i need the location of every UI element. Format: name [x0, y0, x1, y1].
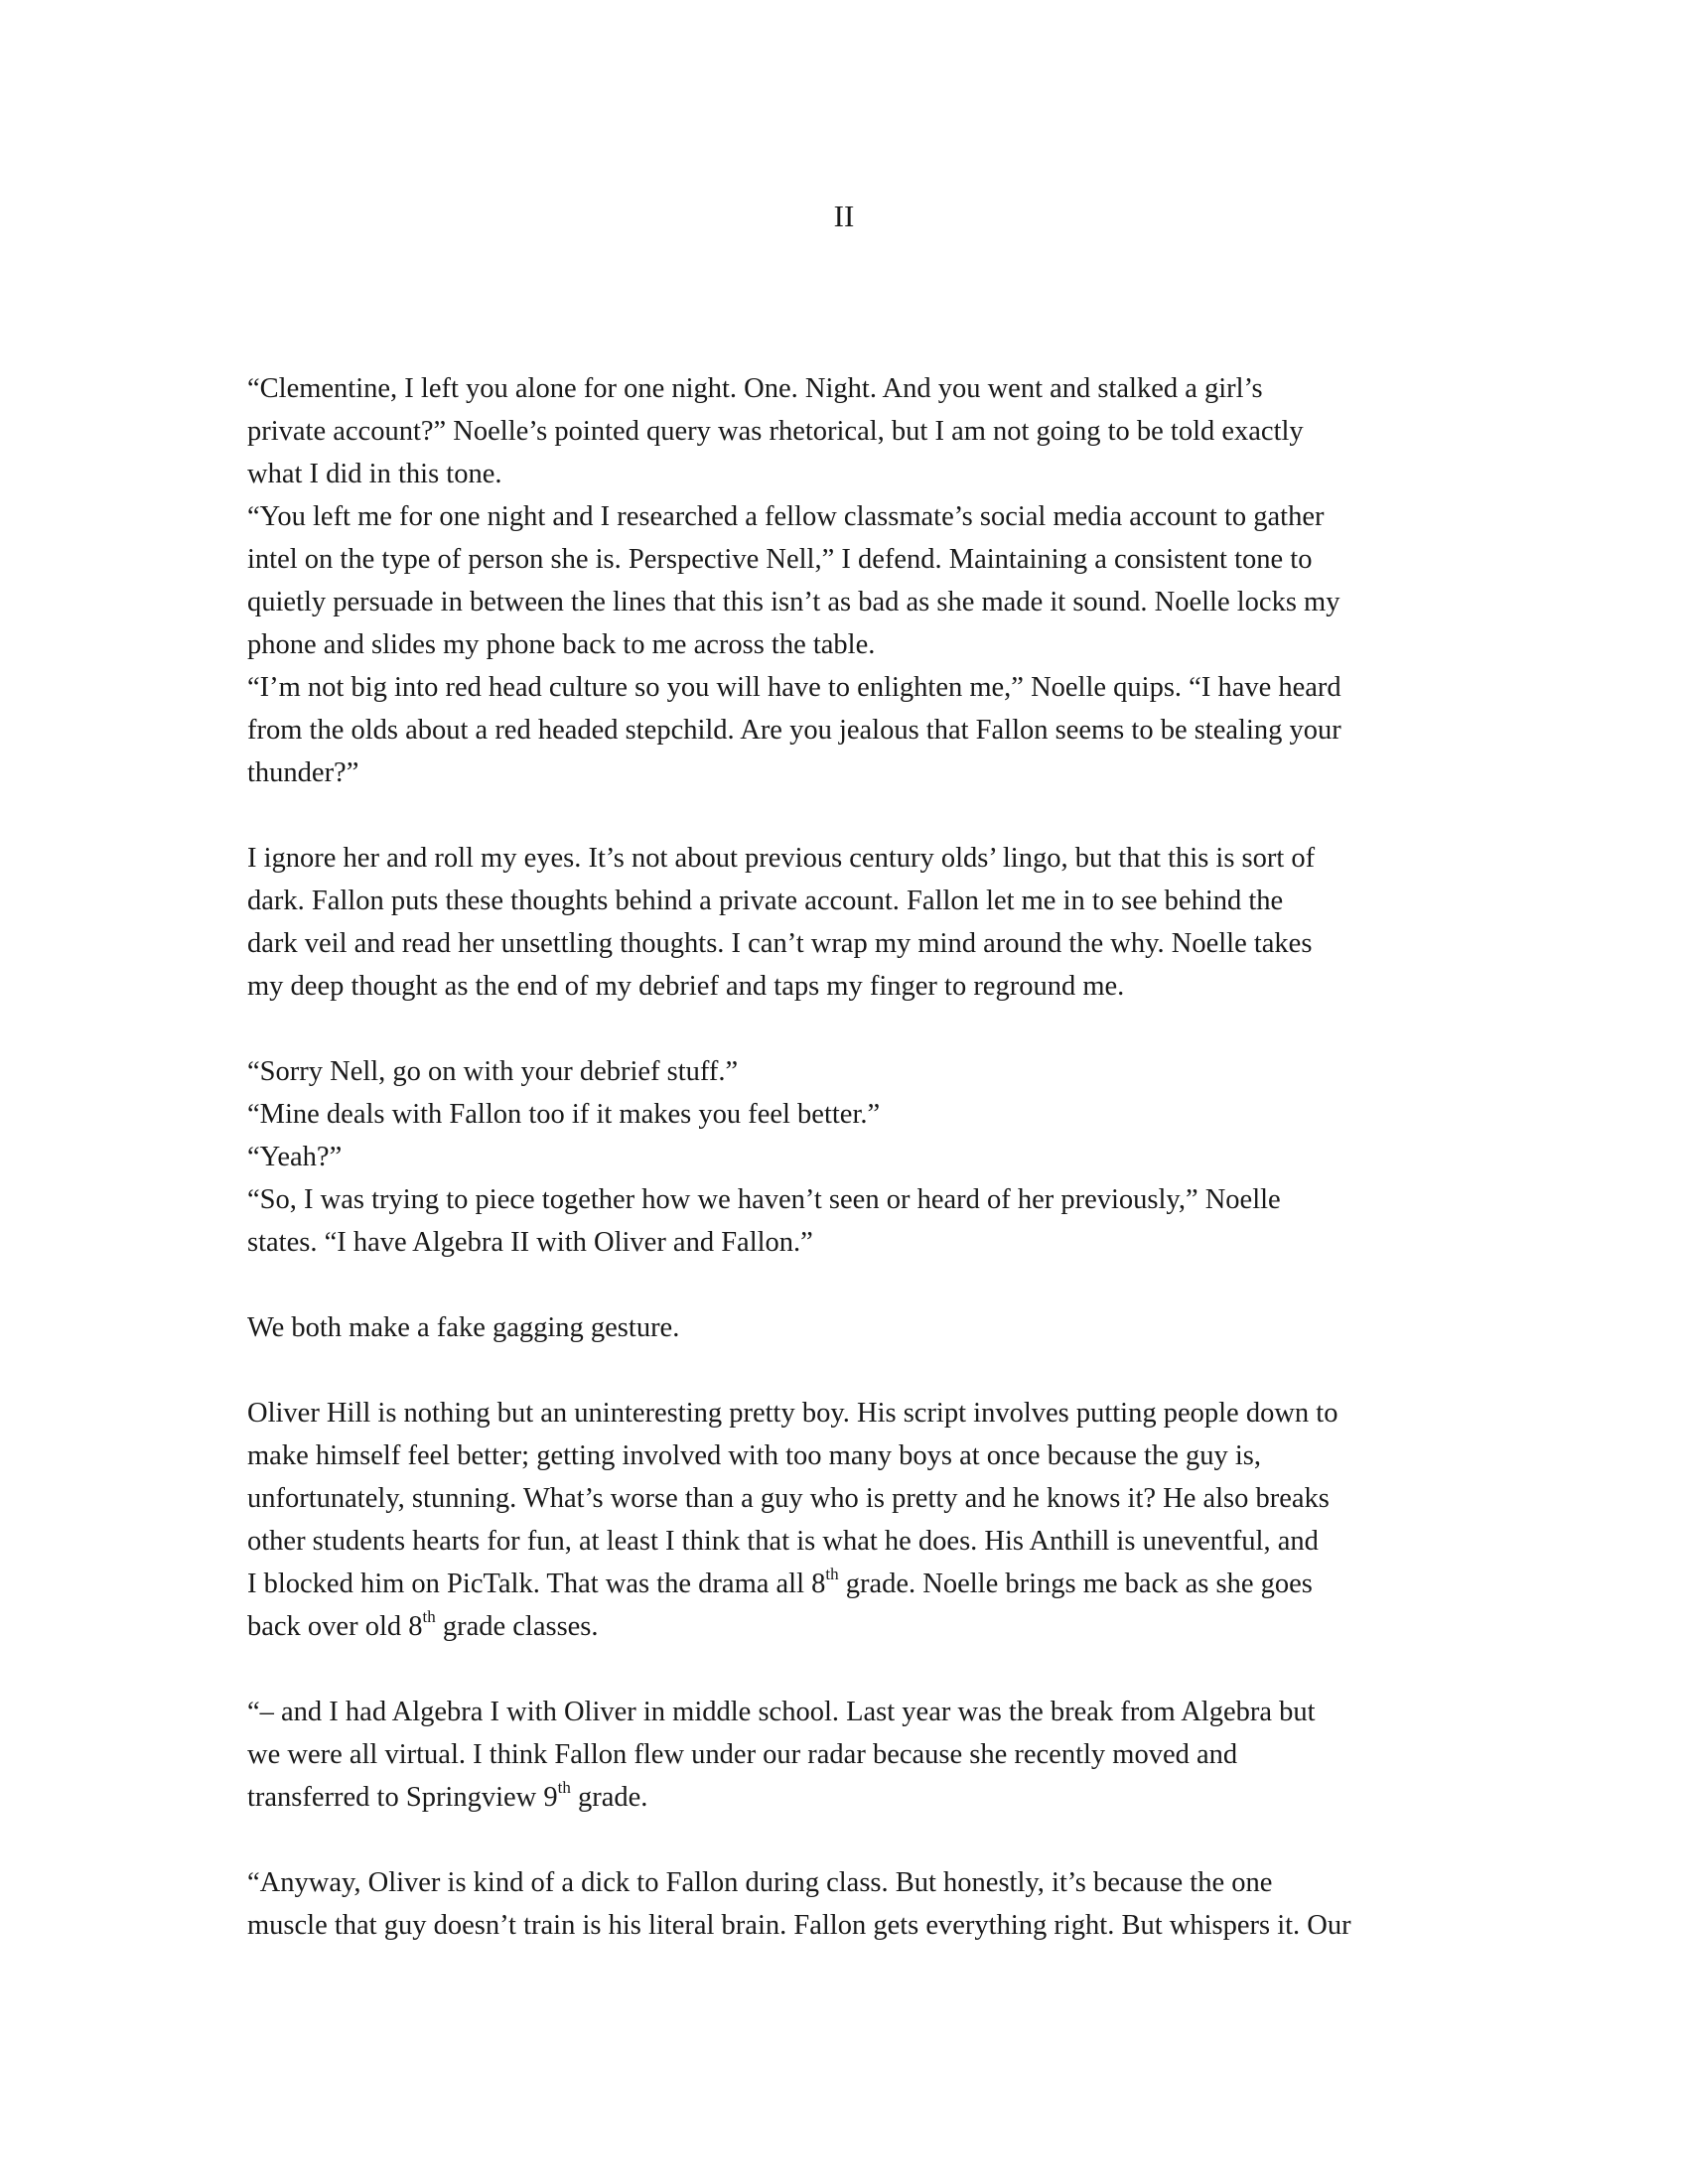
ordinal-superscript: th [557, 1778, 571, 1797]
paragraph-gap [247, 794, 1488, 837]
text-line: “Yeah?” [247, 1142, 343, 1172]
text-fragment: back over old 8 [247, 1611, 423, 1642]
text-line-with-superscript [247, 1776, 1488, 1819]
text-line: my deep thought as the end of my debrief and taps my finger to reground me. [247, 971, 1125, 1002]
text-line: intel on the type of person she is. Perspective Nell,” I defend. Maintaining a consistent tone to [247, 544, 1313, 575]
text-line: “Mine deals with Fallon too if it makes you feel better.” [247, 1099, 881, 1130]
text-line: we were all virtual. I think Fallon flew under our radar because she recently moved and [247, 1739, 1238, 1770]
text-fragment: grade. [570, 1782, 648, 1813]
text-fragment: I blocked him on PicTalk. That was the drama all 8 [247, 1569, 826, 1599]
text-line: I ignore her and roll my eyes. It’s not about previous century olds’ lingo, but that this is sort of [247, 843, 1316, 874]
text-fragment: transferred to Springview 9 [247, 1782, 558, 1813]
text-line: We both make a fake gagging gesture. [247, 1312, 680, 1343]
text-line: make himself feel better; getting involved with too many boys at once because the guy is, [247, 1440, 1261, 1471]
ordinal-superscript: th [825, 1565, 839, 1583]
paragraph-gap [247, 1648, 1488, 1691]
text-line: unfortunately, stunning. What’s worse than a guy who is pretty and he knows it? He also breaks [247, 1483, 1330, 1514]
paragraph-gap [247, 1264, 1488, 1306]
text-fragment: grade. Noelle brings me back as she goes [838, 1569, 1313, 1599]
text-line: Oliver Hill is nothing but an uninteresting pretty boy. His script involves putting people down to [247, 1398, 1338, 1429]
text-line-with-superscript [247, 1563, 1488, 1605]
text-line: “You left me for one night and I researched a fellow classmate’s social media account to gather [247, 501, 1325, 532]
text-line: “So, I was trying to piece together how we haven’t seen or heard of her previously,” Noelle [247, 1184, 1281, 1215]
text-line: muscle that guy doesn’t train is his literal brain. Fallon gets everything right. But whispers it. Our [247, 1910, 1351, 1941]
text-line: phone and slides my phone back to me across the table. [247, 629, 876, 660]
paragraph-gap [247, 1008, 1488, 1050]
text-line: dark. Fallon puts these thoughts behind a private account. Fallon let me in to see behind the [247, 886, 1284, 916]
body-text [247, 367, 1488, 1947]
text-line: states. “I have Algebra II with Oliver and Fallon.” [247, 1227, 813, 1258]
ordinal-superscript: th [422, 1607, 436, 1626]
chapter-title: II [833, 199, 855, 233]
text-line: “Clementine, I left you alone for one night. One. Night. And you went and stalked a girl’s [247, 373, 1263, 404]
paragraph-gap [247, 1819, 1488, 1861]
text-line: quietly persuade in between the lines that this isn’t as bad as she made it sound. Noelle locks my [247, 587, 1340, 617]
text-line: dark veil and read her unsettling thoughts. I can’t wrap my mind around the why. Noelle takes [247, 928, 1313, 959]
text-line: other students hearts for fun, at least I think that is what he does. His Anthill is uneventful, and [247, 1526, 1319, 1557]
text-line-with-superscript [247, 1605, 1488, 1648]
text-fragment: grade classes. [435, 1611, 599, 1642]
text-line: thunder?” [247, 757, 359, 788]
text-line: “I’m not big into red head culture so you will have to enlighten me,” Noelle quips. “I have heard [247, 672, 1341, 703]
text-line: “– and I had Algebra I with Oliver in middle school. Last year was the break from Algebra but [247, 1697, 1316, 1727]
text-line: from the olds about a red headed stepchild. Are you jealous that Fallon seems to be stealing your [247, 715, 1341, 746]
paragraph-gap [247, 1349, 1488, 1392]
text-line: “Sorry Nell, go on with your debrief stuff.” [247, 1056, 739, 1087]
text-line: “Anyway, Oliver is kind of a dick to Fallon during class. But honestly, it’s because the one [247, 1867, 1273, 1898]
text-line: what I did in this tone. [247, 459, 502, 489]
text-line: private account?” Noelle’s pointed query was rhetorical, but I am not going to be told exactly [247, 416, 1304, 447]
